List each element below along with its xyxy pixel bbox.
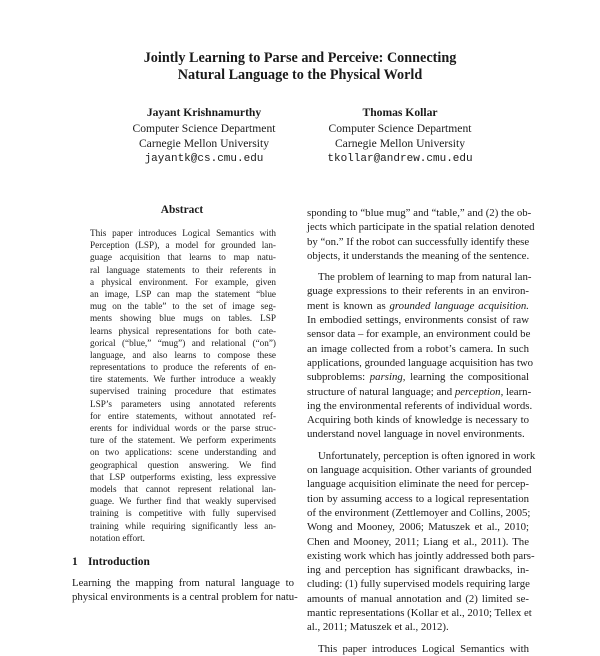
text-line: physical environments is a central problem for natu- [72, 591, 298, 604]
paper-title [0, 50, 600, 84]
text-line: language acquisition eliminate the need for percep- [307, 478, 529, 491]
right-column [307, 206, 536, 656]
abstract-body [90, 227, 276, 544]
text-line: ment is known as grounded language acquisition. [307, 299, 529, 312]
text-line: ral language statements to their referents in [90, 264, 276, 275]
text-line: erents for individual words or the parse struc- [90, 423, 276, 433]
text-line: Chen and Mooney, 2011; Liang et al., 2011). The [307, 535, 529, 548]
text-line: This paper introduces Logical Semantics with [90, 228, 276, 238]
text-line: geographical question answering. We find [90, 459, 276, 470]
text-line: Unfortunately, perception is often ignored in work [318, 449, 536, 462]
author-department: Computer Science Department [132, 121, 276, 135]
author-name: Thomas Kollar [362, 106, 438, 119]
text-line: ing and perception has significant drawbacks, in- [307, 564, 529, 577]
section-heading [72, 556, 150, 568]
text-line: ing the environmental referents of individual words. [307, 399, 533, 412]
text-line: applications, grounded language acquisition has two [307, 356, 534, 369]
text-line: representations to produce the referents of en- [90, 362, 276, 373]
intro-body [72, 576, 298, 605]
text-line: al., 2011; Matuszek et al., 2012). [307, 621, 449, 634]
author-email: jayantk@cs.cmu.edu [144, 152, 264, 165]
text-line: gorical (“blue,” “mug”) and relational (“on”) [90, 337, 276, 348]
text-line: that LSP outperforms existing, less expressive [90, 471, 276, 482]
text-line: mug on the table” to the set of image seg- [90, 301, 276, 312]
text-line: an image, LSP can map the statement “blue [90, 288, 276, 299]
text-line: guage. We further find that weakly supervised [90, 496, 276, 507]
text-line: for entire statements, without annotated ref- [90, 410, 276, 421]
author-block [300, 105, 500, 167]
text-line: by “on.” If the robot can successfully identify these [307, 235, 530, 248]
text-line: Perception (LSP), a model for grounded lan- [90, 240, 276, 251]
author-block [104, 105, 304, 167]
text-line: LSP’s parameters using annotated referents [90, 398, 276, 409]
author-name: Jayant Krishnamurthy [146, 106, 262, 119]
text-line: training is competitive with fully supervised [90, 508, 276, 519]
text-line: language, and also learns to compose these [90, 349, 276, 360]
title-line: Jointly Learning to Parse and Perceive: Connecting [143, 50, 457, 66]
text-line: The problem of learning to map from natural lan- [318, 271, 532, 284]
text-line: training while requiring significantly less an- [90, 520, 276, 531]
text-line: learns physical representations for both cate- [90, 325, 276, 336]
text-line: ments showing blue mugs on tables. LSP [90, 313, 276, 324]
text-line: Learning the mapping from natural language to [72, 577, 294, 589]
text-line: structure of natural language; and perception, learn- [307, 385, 532, 398]
text-line: on language acquisition. Other variants of grounded [307, 464, 532, 477]
text-line: guage expressions to their referents in an environ- [307, 285, 529, 298]
text-line: This paper introduces Logical Semantics with [318, 642, 529, 655]
text-line: ture of the statement. We perform experiments [90, 435, 276, 446]
abstract-heading: Abstract [160, 204, 204, 216]
text-line: tire statements. We further introduce a weakly [90, 374, 276, 385]
text-line: guage acquisition that learns to map natu- [90, 252, 276, 263]
author-email: tkollar@andrew.cmu.edu [327, 152, 473, 165]
author-department: Computer Science Department [328, 121, 472, 135]
author-university: Carnegie Mellon University [334, 137, 466, 150]
text-line: existing work which has jointly addressed both pars- [307, 549, 535, 562]
text-line: subproblems: parsing, learning the compositional [307, 371, 529, 384]
text-line: notation effort. [90, 532, 145, 543]
text-line: sensor data – for example, an environment could be [307, 328, 531, 341]
section-number: 1 [72, 556, 78, 568]
text-line: tion by assuming access to a logical representation [307, 492, 529, 505]
text-line: sponding to “blue mug” and “table,” and (2) the ob- [307, 207, 532, 219]
text-line: amounts of manual annotation and (2) limited se- [307, 592, 529, 605]
title-line: Natural Language to the Physical World [177, 67, 423, 83]
text-line: jects which participate in the spatial relation denoted [307, 221, 535, 234]
text-line: an image collected from a robot’s camera. In such [307, 342, 529, 355]
text-line: Wong and Mooney, 2006; Matuszek et al., 2010; [307, 521, 529, 534]
text-line: mantic representations (Kollar et al., 2010; Tellex et [307, 607, 532, 620]
text-line: of the environment (Zettlemoyer and Collins, 2005; [307, 506, 531, 519]
section-title: Introduction [88, 556, 150, 568]
text-line: objects, it understands the meaning of the sentence. [307, 249, 530, 262]
author-university: Carnegie Mellon University [138, 137, 270, 150]
text-line: models that cannot represent relational lan- [90, 483, 276, 494]
text-line: cluding: (1) fully supervised models requiring large [307, 578, 530, 591]
text-line: supervised training procedure that estimates [90, 386, 276, 397]
text-line: on two applications: scene understanding and [90, 447, 276, 458]
text-line: Acquiring both kinds of knowledge is necessary to [307, 414, 529, 427]
text-line: a physical environment. For example, given [90, 276, 276, 287]
text-line: In embodied settings, environments consist of raw [307, 314, 529, 327]
text-line: understand novel language in novel environments. [307, 428, 525, 441]
